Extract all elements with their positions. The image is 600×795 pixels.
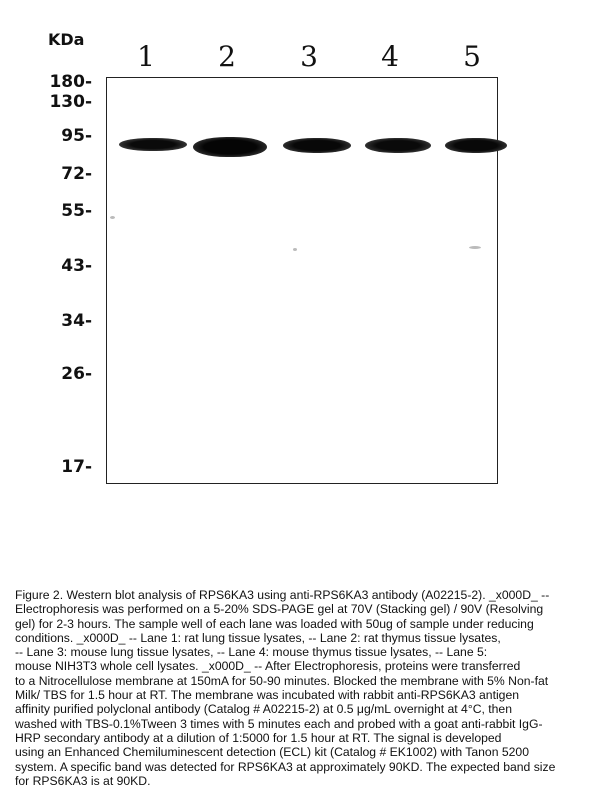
caption-line: gel) for 2-3 hours. The sample well of each lane was loaded with 50ug of sample under reducing: [15, 616, 534, 631]
caption-line: mouse NIH3T3 whole cell lysates. _x000D_ -- After Electrophoresis, proteins were transferred: [15, 659, 521, 674]
marker-180: 180-: [49, 72, 92, 92]
lane-label-2: 2: [218, 40, 236, 73]
band-lane-4: [365, 138, 431, 153]
kda-unit-label: KDa: [48, 30, 85, 49]
figure-caption: [15, 588, 587, 788]
background-speck: [110, 216, 115, 219]
caption-line: Electrophoresis was performed on a 5-20% SDS-PAGE gel at 70V (Stacking gel) / 90V (Resolving: [15, 602, 544, 617]
caption-line: Figure 2. Western blot analysis of RPS6KA3 using anti-RPS6KA3 antibody (A02215-2). _x000D_ --: [15, 588, 550, 602]
caption-line: HRP secondary antibody at a dilution of 1:5000 for 1.5 hour at RT. The signal is developed: [15, 730, 502, 745]
background-speck: [469, 246, 481, 249]
lane-label-3: 3: [300, 40, 318, 73]
lane-label-4: 4: [381, 40, 399, 73]
blot-membrane: [106, 77, 498, 484]
marker-72: 72-: [61, 164, 92, 184]
marker-17: 17-: [61, 457, 92, 477]
caption-line: conditions. _x000D_ -- Lane 1: rat lung tissue lysates, -- Lane 2: rat thymus tissue lysates,: [15, 630, 501, 645]
caption-line: system. A specific band was detected for RPS6KA3 at approximately 90KD. The expected band size: [15, 759, 556, 774]
caption-line: for RPS6KA3 is at 90KD.: [15, 773, 151, 788]
lane-label-1: 1: [137, 40, 155, 73]
marker-34: 34-: [61, 311, 92, 331]
caption-line: washed with TBS-0.1%Tween 3 times with 5 minutes each and probed with a goat anti-rabbit IgG-: [15, 716, 543, 731]
marker-43: 43-: [61, 256, 92, 276]
caption-line: to a Nitrocellulose membrane at 150mA for 50-90 minutes. Blocked the membrane with 5% Non-fat: [15, 673, 549, 688]
marker-26: 26-: [61, 364, 92, 384]
band-lane-1: [119, 138, 187, 151]
band-lane-3: [283, 138, 351, 153]
caption-line: using an Enhanced Chemiluminescent detection (ECL) kit (Catalog # EK1002) with Tanon 5200: [15, 745, 529, 760]
marker-95: 95-: [61, 126, 92, 146]
band-lane-2: [193, 137, 267, 157]
marker-130: 130-: [49, 92, 92, 112]
band-lane-5: [445, 138, 507, 153]
caption-line: Milk/ TBS for 1.5 hour at RT. The membrane was incubated with rabbit anti-RPS6KA3 antigen: [15, 688, 520, 703]
background-speck: [293, 248, 297, 251]
caption-line: -- Lane 3: mouse lung tissue lysates, -- Lane 4: mouse thymus tissue lysates, -- Lane 5:: [15, 645, 488, 660]
caption-line: affinity purified polyclonal antibody (Catalog # A02215-2) at 0.5 μg/mL overnight at 4°C, then: [15, 702, 512, 717]
marker-55: 55-: [61, 201, 92, 221]
lane-label-5: 5: [463, 40, 481, 73]
